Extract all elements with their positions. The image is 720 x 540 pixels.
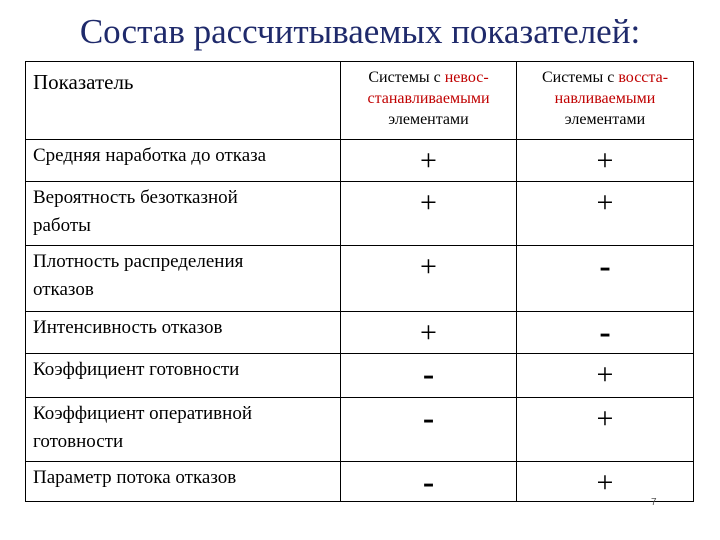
table-row <box>26 182 694 246</box>
mark-restorable: + <box>517 398 694 462</box>
header-b-line1-red: восста- <box>618 69 669 86</box>
indicator-line1: Коэффициент готовности <box>33 359 240 380</box>
indicator-name <box>26 462 341 502</box>
indicator-line1: Плотность распределения <box>33 251 244 272</box>
indicator-name <box>26 398 341 462</box>
header-a-line3: элементами <box>388 111 469 128</box>
mark-non-restorable: - <box>341 462 517 502</box>
indicator-name <box>26 246 341 312</box>
header-a-line1-red: невос- <box>444 69 489 86</box>
indicator-name <box>26 354 341 398</box>
table-row <box>26 398 694 462</box>
header-non-restorable-systems <box>341 62 517 140</box>
page-number: 7 <box>651 497 657 508</box>
mark-non-restorable: + <box>341 182 517 246</box>
table-row <box>26 312 694 354</box>
indicator-line1: Параметр потока отказов <box>33 467 237 488</box>
indicator-line1: Интенсивность отказов <box>33 317 223 338</box>
indicator-line2: готовности <box>33 431 124 452</box>
header-b-line3: элементами <box>564 111 646 128</box>
mark-non-restorable: + <box>341 312 517 354</box>
header-indicator: Показатель <box>26 62 341 140</box>
header-restorable-systems <box>517 62 694 140</box>
mark-non-restorable: - <box>341 354 517 398</box>
table-row <box>26 354 694 398</box>
table-row <box>26 246 694 312</box>
mark-restorable: - <box>517 312 694 354</box>
table-header-row <box>26 62 694 140</box>
mark-restorable: + <box>517 140 694 182</box>
mark-non-restorable: - <box>341 398 517 462</box>
header-a-line1-pre: Системы с <box>368 69 445 86</box>
header-b-line1-pre: Системы с <box>541 69 619 86</box>
indicators-table <box>25 61 694 502</box>
mark-non-restorable: + <box>341 246 517 312</box>
mark-restorable: + <box>517 182 694 246</box>
indicator-line1: Коэффициент оперативной <box>33 403 252 424</box>
indicator-line2: работы <box>33 215 91 236</box>
indicator-name <box>26 182 341 246</box>
table-row <box>26 462 694 502</box>
indicator-line2: отказов <box>33 279 94 300</box>
mark-restorable: + <box>517 462 694 502</box>
mark-restorable: - <box>517 246 694 312</box>
header-a-line2-red: станавливаемыми <box>367 90 490 107</box>
table-row <box>26 140 694 182</box>
mark-restorable: + <box>517 354 694 398</box>
indicator-name <box>26 140 341 182</box>
indicator-name <box>26 312 341 354</box>
indicator-line1: Средняя наработка до отказа <box>33 145 267 166</box>
slide-title: Состав рассчитываемых показателей: <box>79 12 641 51</box>
mark-non-restorable: + <box>341 140 517 182</box>
indicator-line1: Вероятность безотказной <box>33 187 238 208</box>
header-b-line2-red: навливаемыми <box>554 90 656 107</box>
